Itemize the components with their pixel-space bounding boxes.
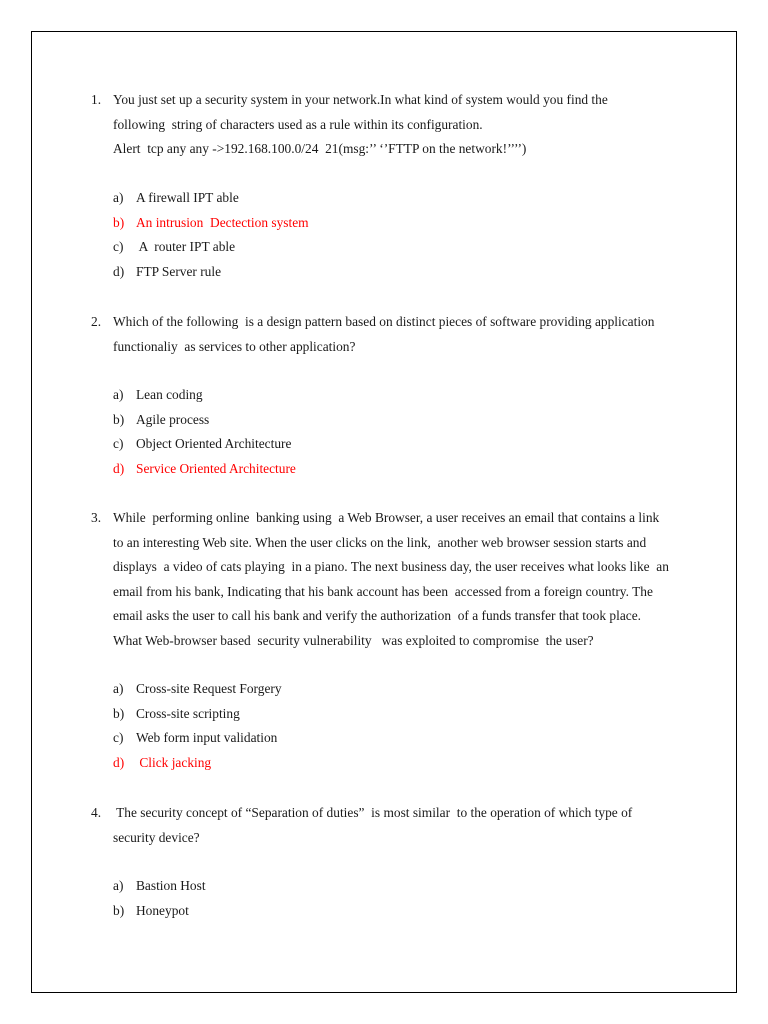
option-c: c) A router IPT able	[113, 239, 236, 254]
option-text: Cross-site Request Forgery	[136, 681, 282, 696]
option-text: A firewall IPT able	[136, 190, 239, 205]
option-d: d) FTP Server rule	[113, 263, 222, 279]
question-text	[113, 88, 683, 162]
option-c: c) Web form input validation	[113, 730, 278, 745]
option-text: Bastion Host	[136, 878, 206, 893]
option-a: a) Bastion Host	[113, 878, 206, 893]
question-number: 4.	[91, 805, 102, 820]
question-line: You just set up a security system in your network.In what kind of system would you find the	[113, 92, 608, 107]
option-text: Cross-site scripting	[136, 705, 240, 721]
options-list	[113, 677, 673, 775]
question-line: email asks the user to call his bank and verify the authorization of a funds transfer that took place.	[113, 608, 642, 623]
question-line: displays a video of cats playing in a piano. The next business day, the user receives what looks like an	[113, 559, 669, 574]
option-text: Service Oriented Architecture	[136, 460, 296, 476]
question-text	[113, 801, 683, 850]
option-a: a) Cross-site Request Forgery	[113, 681, 282, 696]
question-text	[113, 506, 683, 653]
option-d-correct-answer: d) Click jacking	[113, 754, 212, 770]
option-b: b) Honeypot	[113, 902, 189, 918]
option-text: Web form input validation	[136, 730, 278, 745]
options-list	[113, 383, 673, 481]
option-text: FTP Server rule	[136, 263, 222, 279]
question-line: Which of the following is a design pattern based on distinct pieces of software providing application	[113, 314, 655, 329]
option-a: a) A firewall IPT able	[113, 190, 239, 205]
question-line: What Web-browser based security vulnerability was exploited to compromise the user?	[113, 632, 594, 648]
option-text: Click jacking	[136, 754, 212, 770]
option-text: Lean coding	[136, 387, 203, 402]
question-number: 2.	[91, 314, 102, 329]
question-line: email from his bank, Indicating that his bank account has been accessed from a foreign country. The	[113, 583, 653, 599]
question-line: The security concept of “Separation of duties” is most similar to the operation of which type of	[113, 805, 633, 820]
option-b-correct-answer: b) An intrusion Dectection system	[113, 214, 309, 230]
question-number: 3.	[91, 510, 102, 525]
option-d-correct-answer: d) Service Oriented Architecture	[113, 460, 296, 476]
question-line: security device?	[113, 829, 200, 845]
question-number: 1.	[91, 92, 102, 107]
question-line: following string of characters used as a rule within its configuration.	[113, 116, 483, 132]
option-c: c) Object Oriented Architecture	[113, 436, 292, 451]
option-text: Agile process	[136, 411, 210, 427]
options-list	[113, 874, 673, 923]
options-list	[113, 186, 673, 284]
question-text	[113, 310, 683, 359]
option-text: An intrusion Dectection system	[136, 214, 309, 230]
option-a: a) Lean coding	[113, 387, 203, 402]
option-b: b) Cross-site scripting	[113, 705, 240, 721]
option-b: b) Agile process	[113, 411, 210, 427]
question-line: to an interesting Web site. When the user clicks on the link, another web browser session starts and	[113, 534, 647, 550]
option-text: Honeypot	[136, 902, 189, 918]
question-line: While performing online banking using a Web Browser, a user receives an email that contains a link	[113, 510, 660, 525]
question-line: functionaliy as services to other application?	[113, 338, 356, 354]
option-text: Object Oriented Architecture	[136, 436, 292, 451]
question-line: Alert tcp any any ->192.168.100.0/24 21(msg:’’ ‘’FTTP on the network!’’’’)	[113, 141, 527, 156]
option-text: A router IPT able	[136, 239, 236, 254]
